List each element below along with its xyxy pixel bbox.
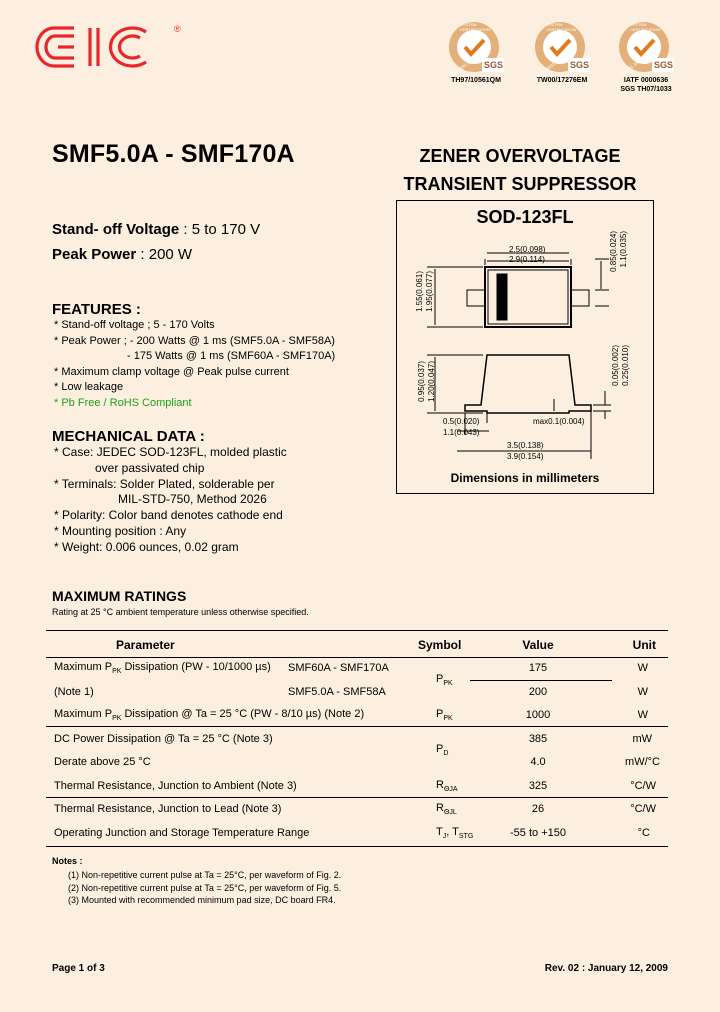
list-item: MIL-STD-750, Method 2026 (118, 492, 267, 507)
list-item: * Peak Power ; - 200 Watts @ 1 ms (SMF5.0A - SMF58A) (54, 334, 335, 347)
page-number: Page 1 of 3 (52, 963, 105, 974)
table-row: (Note 1) SMF5.0A - SMF58A 200 W (54, 685, 648, 698)
list-item: * Pb Free / RoHS Compliant (54, 396, 192, 409)
note-item: (3) Mounted with recommended minimum pad size, DC board FR4. (68, 895, 336, 905)
package-name: SOD-123FL (476, 207, 574, 227)
list-item: * Low leakage (54, 381, 124, 394)
list-item: * Mounting position : Any (54, 523, 187, 538)
cert-brand: SGS (654, 60, 674, 70)
cert-number: IATF 0000636 (623, 77, 669, 84)
list-item: * Terminals: Solder Plated, solderable per (54, 476, 275, 491)
table-row: Thermal Resistance, Junction to Lead (Note 3) $R_{\Theta JL}$ 26 °C/W (54, 802, 656, 817)
cert-brand: SGS (484, 60, 504, 70)
table-row: Maximum $P_{PK}$ Dissipation @ Ta = 25 °C (PW - 8/10 µs) (Note 2) $P_{PK}$ 1000 W (54, 708, 648, 723)
table-rule-top (46, 630, 668, 631)
ratings-subheading: Rating at 25 °C ambient temperature unless otherwise specified. (52, 607, 309, 617)
features-heading: FEATURES : (52, 301, 141, 318)
eic-logo (34, 22, 184, 72)
list-item: * Case: JEDEC SOD-123FL, molded plastic (54, 445, 287, 459)
list-item: * Stand-off voltage ; 5 - 170 Volts (54, 319, 215, 331)
list-item: * Maximum clamp voltage @ Peak pulse current (54, 365, 289, 378)
cert-badge-1: SGS SYSTEM CERTIFICATION ISO 9001:2000 TH97/10561QM (438, 20, 514, 85)
subtitle-line-2: TRANSIENT SUPPRESSOR (403, 174, 637, 194)
table-rule-bottom (46, 846, 668, 847)
table-row: Operating Junction and Storage Temperature Range $T_J$, $T_{STG}$ -55 to +150 °C (54, 825, 650, 840)
revision-date: Rev. 02 : January 12, 2009 (544, 963, 668, 974)
page-title: SMF5.0A - SMF170A (52, 140, 295, 168)
dimensions-caption: Dimensions in millimeters (450, 471, 600, 485)
table-row: Maximum $P_{PK}$ Dissipation (PW - 10/1000 µs) SMF60A - SMF170A $P_{PK}$ 175 W (54, 660, 648, 687)
table-row: Thermal Resistance, Junction to Ambient (Note 3) $R_{\Theta JA}$ 325 °C/W (54, 778, 656, 793)
ratings-table (46, 634, 668, 845)
cert-badge-3: SGS SYSTEM CERTIFICATION ISO/TS 16949 IATF 0000636 SGS TH07/1033 (608, 20, 684, 94)
notes-heading: Notes : (52, 856, 83, 866)
note-item: (2) Non-repetitive current pulse at Ta = 25°C, per waveform of Fig. 5. (68, 882, 342, 893)
mechanical-heading: MECHANICAL DATA : (52, 428, 205, 445)
table-row: Derate above 25 °C 4.0 mW/°C (54, 756, 660, 769)
cert-number-2: SGS TH07/1033 (620, 86, 672, 93)
list-item: * Polarity: Color band denotes cathode end (54, 508, 283, 523)
note-item: (1) Non-repetitive current pulse at Ta = 25°C, per waveform of Fig. 2. (68, 870, 342, 880)
list-item: - 175 Watts @ 1 ms (SMF60A - SMF170A) (127, 350, 336, 363)
registered-mark: ® (174, 24, 181, 34)
standoff-voltage: Stand- off Voltage : 5 to 170 V (52, 221, 261, 238)
table-row: DC Power Dissipation @ Ta = 25 °C (Note 3) $P_D$ 385 mW (54, 732, 652, 758)
subtitle-line-1: ZENER OVERVOLTAGE (419, 146, 621, 166)
list-item: over passivated chip (95, 460, 205, 475)
list-item: * Weight: 0.006 ounces, 0.02 gram (54, 539, 239, 554)
ratings-heading: MAXIMUM RATINGS (52, 588, 187, 604)
peak-power: Peak Power : 200 W (52, 246, 193, 263)
cert-number: TW00/17276EM (536, 77, 588, 84)
package-diagram: SOD-123FL 2.5(0.098) 2.9(0.114) 0.85(0.024) 1.1(0.035) 1.55(0.061) 1.95(0.077) 0.95(0.037) 1.20(0.047) 0.05(0.002) 0.25(0.010) 0.5(0.020) 1.1(0.043) max0.1(0.004) 3.5(0.138) 3.9(0.154) Dimensions in millimeters (396, 200, 654, 494)
mechanical-list (54, 445, 287, 556)
cert-number: TH97/10561QM (451, 77, 501, 84)
notes-list (68, 869, 341, 907)
cert-badge-2: SGS SYSTEM CERTIFICATION ISO 14001:2004 TW00/17276EM (524, 20, 600, 85)
features-list (54, 318, 335, 412)
cert-brand: SGS (570, 60, 590, 70)
table-header: Parameter Symbol Value Unit (116, 638, 656, 652)
